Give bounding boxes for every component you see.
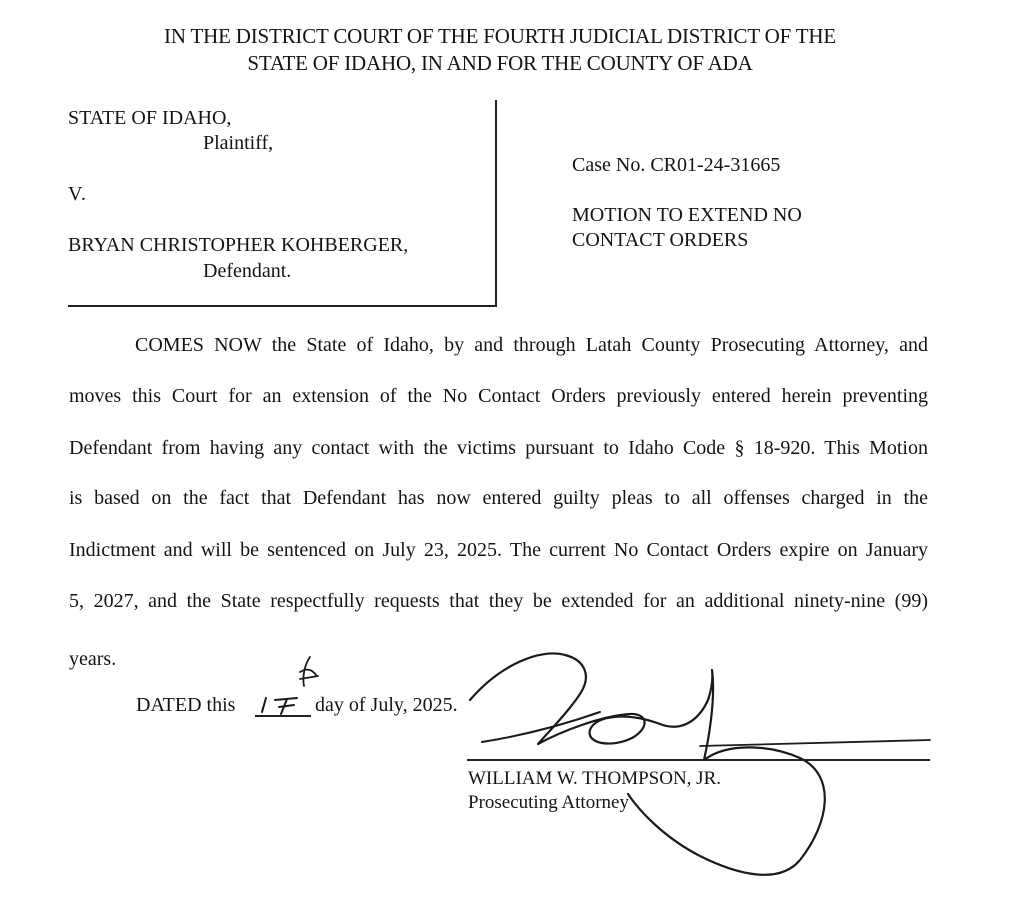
body-line-1: COMES NOW the State of Idaho, by and through Latah County Prosecuting Attorney, and <box>135 334 928 356</box>
signer-title: Prosecuting Attorney <box>468 792 629 813</box>
body-line-5: Indictment and will be sentenced on July 23, 2025. The current No Contact Orders expire on January <box>69 539 928 561</box>
plaintiff-name: STATE OF IDAHO, <box>68 107 232 129</box>
defendant-role: Defendant. <box>203 260 292 282</box>
motion-title-line-1: MOTION TO EXTEND NO <box>572 204 802 226</box>
dated-prefix: DATED this <box>136 694 236 716</box>
body-line-2: moves this Court for an extension of the No Contact Orders previously entered herein preventing <box>69 385 928 407</box>
versus-label: V. <box>68 183 87 205</box>
court-heading-line-1: IN THE DISTRICT COURT OF THE FOURTH JUDICIAL DISTRICT OF THE <box>164 24 836 48</box>
case-number: Case No. CR01-24-31665 <box>572 154 781 176</box>
plaintiff-role: Plaintiff, <box>203 132 274 154</box>
court-heading-line-2: STATE OF IDAHO, IN AND FOR THE COUNTY OF ADA <box>247 51 753 75</box>
body-line-6: 5, 2027, and the State respectfully requests that they be extended for an additional ninety-nine (99) <box>69 590 928 612</box>
motion-title-line-2: CONTACT ORDERS <box>572 229 749 251</box>
defendant-name: BRYAN CHRISTOPHER KOHBERGER, <box>68 234 409 256</box>
body-line-4: is based on the fact that Defendant has now entered guilty pleas to all offenses charged in the <box>69 487 928 509</box>
dated-suffix: day of July, 2025. <box>315 694 458 716</box>
body-line-3: Defendant from having any contact with the victims pursuant to Idaho Code § 18-920. This Motion <box>69 437 928 459</box>
body-line-7: years. <box>69 648 117 670</box>
signer-name: WILLIAM W. THOMPSON, JR. <box>468 768 722 789</box>
